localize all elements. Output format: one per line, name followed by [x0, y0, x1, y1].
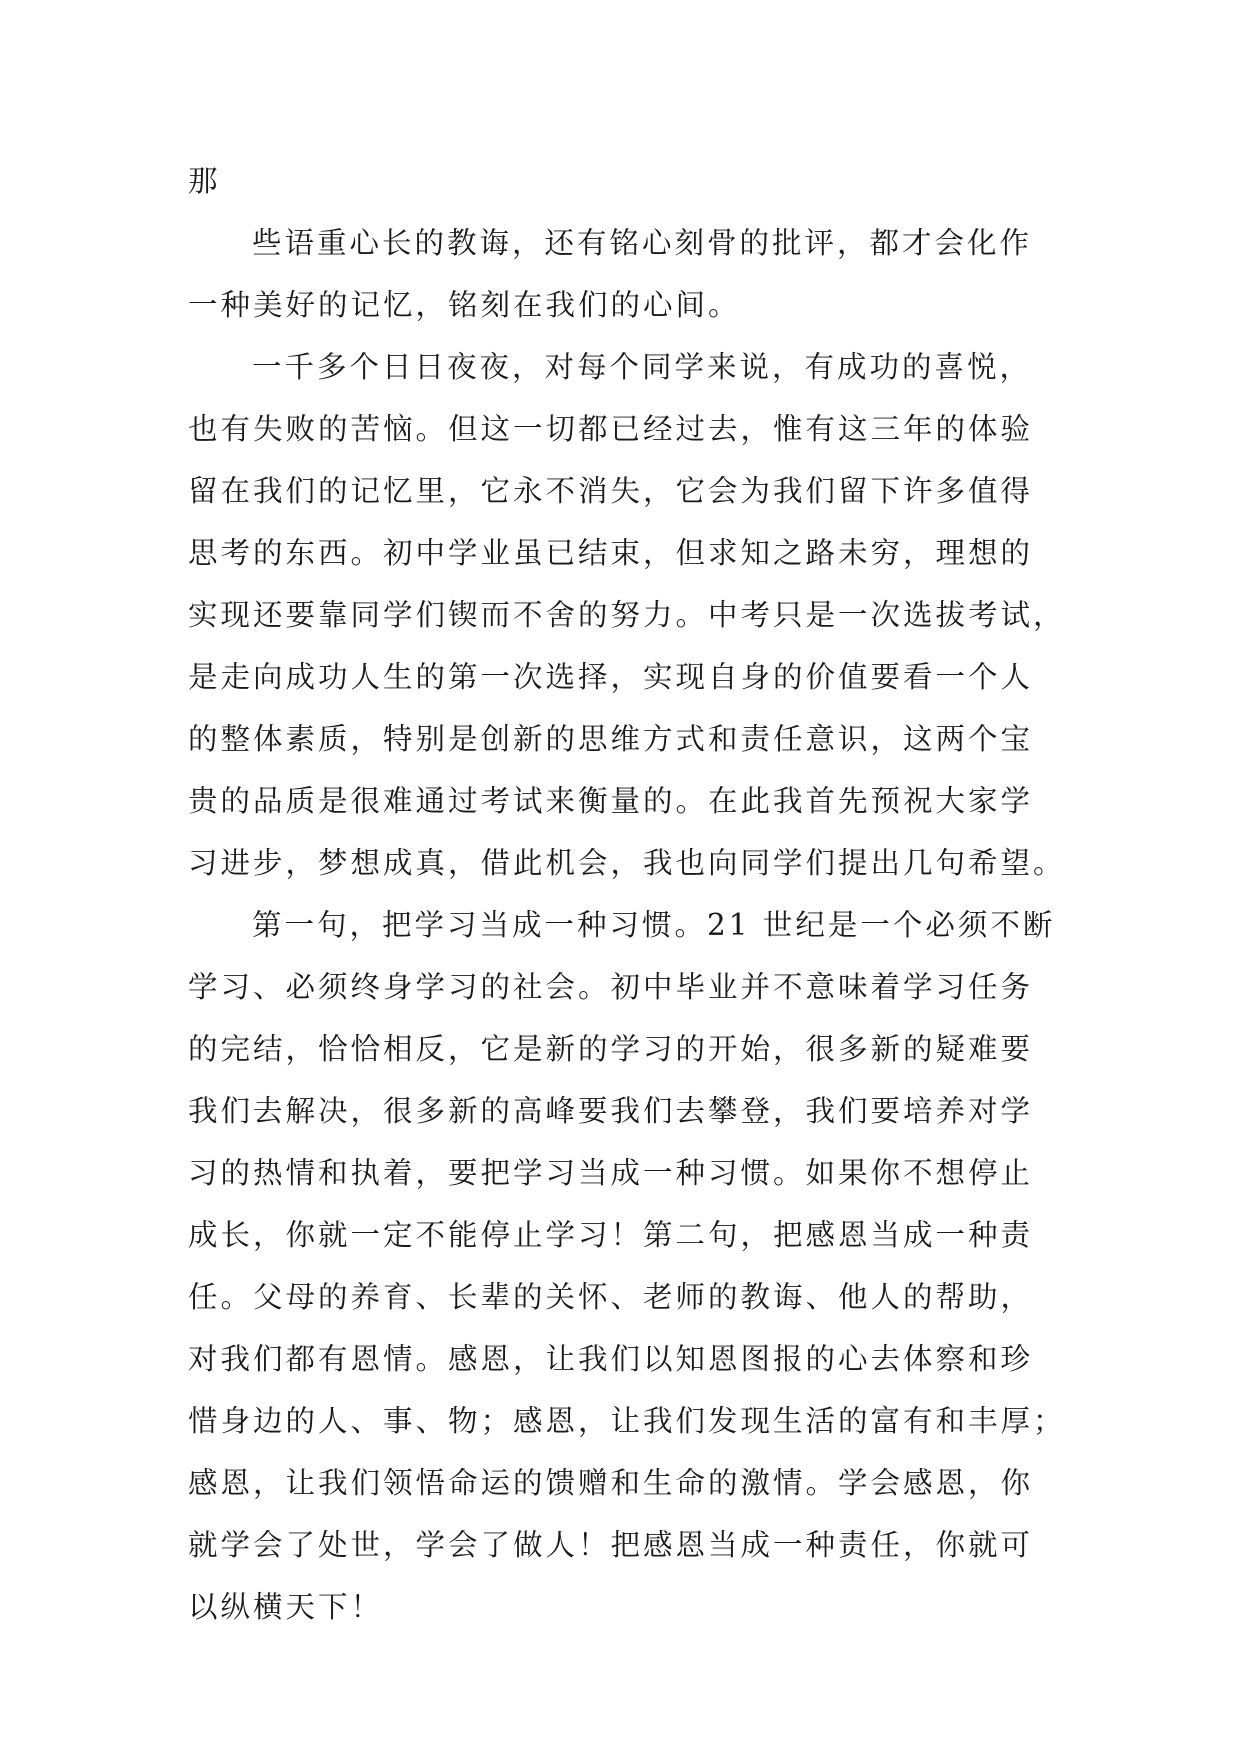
text-line: 感恩，让我们领悟命运的馈赠和生命的激情。学会感恩，你: [188, 1466, 1034, 1500]
text-line: 一种美好的记忆，铭刻在我们的心间。: [188, 288, 741, 322]
text-line: 我们去解决，很多新的高峰要我们去攀登，我们要培养对学: [188, 1094, 1034, 1128]
text-line: 习进步，梦想成真，借此机会，我也向同学们提出几句希望。: [188, 846, 1066, 880]
text-line: 第一句，把学习当成一种习惯。21 世纪是一个必须不断: [252, 908, 1056, 942]
text-line: 贵的品质是很难通过考试来衡量的。在此我首先预祝大家学: [188, 784, 1034, 818]
text-line: 是走向成功人生的第一次选择，实现自身的价值要看一个人: [188, 660, 1034, 694]
text-line: 成长，你就一定不能停止学习！第二句，把感恩当成一种责: [188, 1218, 1034, 1252]
body-text: [188, 150, 1066, 1638]
text-line: 的完结，恰恰相反，它是新的学习的开始，很多新的疑难要: [188, 1032, 1034, 1066]
text-line: 一千多个日日夜夜，对每个同学来说，有成功的喜悦，: [252, 350, 1033, 384]
text-line: 也有失败的苦恼。但这一切都已经过去，惟有这三年的体验: [188, 412, 1034, 446]
text-line: 就学会了处世，学会了做人！把感恩当成一种责任，你就可: [188, 1528, 1034, 1562]
text-line: 的整体素质，特别是创新的思维方式和责任意识，这两个宝: [188, 722, 1034, 756]
text-line: 学习、必须终身学习的社会。初中毕业并不意味着学习任务: [188, 970, 1034, 1004]
text-line: 以纵横天下！: [188, 1590, 384, 1624]
text-line: 思考的东西。初中学业虽已结束，但求知之路未穷，理想的: [188, 536, 1034, 570]
text-line: 习的热情和执着，要把学习当成一种习惯。如果你不想停止: [188, 1156, 1034, 1190]
text-line: 惜身边的人、事、物；感恩，让我们发现生活的富有和丰厚；: [188, 1404, 1066, 1438]
text-line: 对我们都有恩情。感恩，让我们以知恩图报的心去体察和珍: [188, 1342, 1034, 1376]
text-line: 任。父母的养育、长辈的关怀、老师的教诲、他人的帮助，: [188, 1280, 1034, 1314]
text-line: 留在我们的记忆里，它永不消失，它会为我们留下许多值得: [188, 474, 1034, 508]
text-line: 那: [188, 164, 221, 198]
text-line: 些语重心长的教诲，还有铭心刻骨的批评，都才会化作: [252, 226, 1033, 260]
text-line: 实现还要靠同学们锲而不舍的努力。中考只是一次选拔考试，: [188, 598, 1066, 632]
